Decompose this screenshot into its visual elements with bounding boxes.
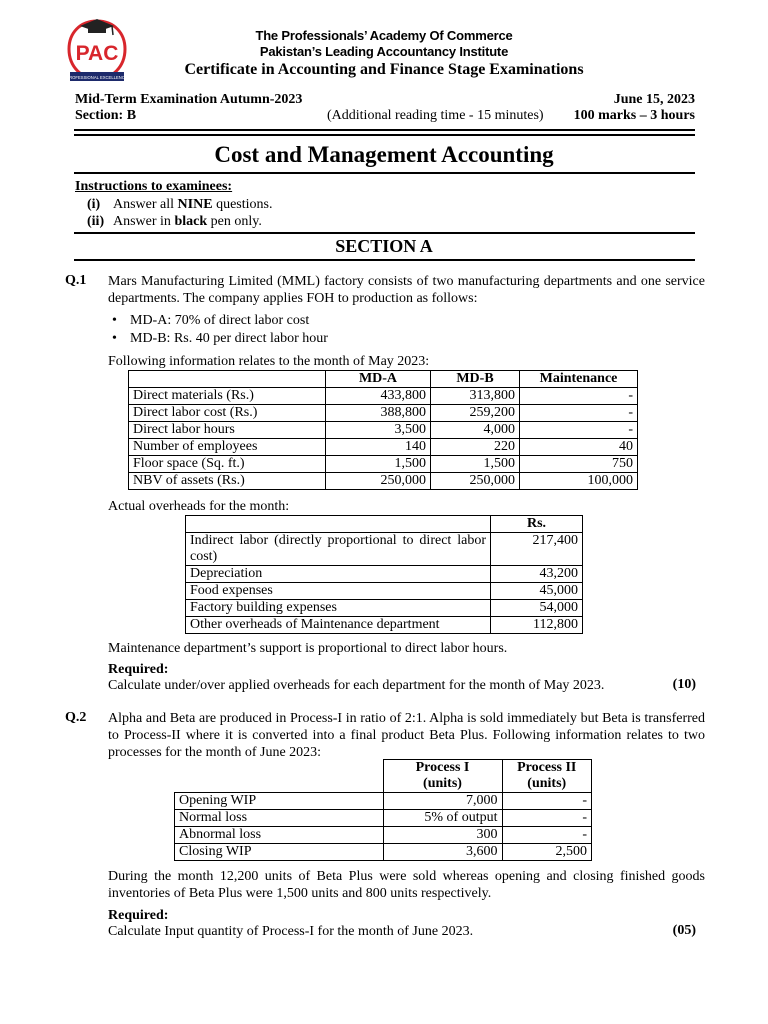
table-cell: 300 bbox=[383, 827, 502, 844]
table-subheader: (units) bbox=[502, 776, 592, 793]
instruction-text: questions. bbox=[212, 197, 273, 212]
table-header bbox=[129, 371, 326, 388]
table-cell: 250,000 bbox=[326, 473, 431, 490]
table-cell: Normal loss bbox=[175, 810, 384, 827]
table-cell: 750 bbox=[520, 456, 638, 473]
page-title: Cost and Management Accounting bbox=[214, 142, 554, 167]
table-row bbox=[186, 617, 583, 634]
q2-intro: Alpha and Beta are produced in Process-I in ratio of 2:1. Alpha is sold immediately but Beta is transferred to Process-II where it is converted into a final product Beta Plus. Following information relates to two processes for the month of June 2023: bbox=[108, 711, 705, 760]
instruction-bold: black bbox=[174, 214, 208, 229]
q1-intro: Mars Manufacturing Limited (MML) factory consists of two manufacturing departments and one service departments. The company applies FOH to production as follows: bbox=[108, 274, 705, 306]
table-cell: 313,800 bbox=[431, 388, 520, 405]
instruction-number: (i) bbox=[87, 197, 101, 212]
table-cell: 220 bbox=[431, 439, 520, 456]
academy-tagline: Pakistan’s Leading Accountancy Institute bbox=[259, 44, 509, 59]
bullet-text: MD-B: Rs. 40 per direct labor hour bbox=[130, 331, 328, 346]
table-row bbox=[175, 844, 592, 861]
q1-table-intro: Following information relates to the month of May 2023: bbox=[108, 354, 430, 369]
table-cell: Food expenses bbox=[186, 583, 491, 600]
table-row bbox=[186, 600, 583, 617]
instructions-heading: Instructions to examinees: bbox=[75, 179, 233, 194]
table-row bbox=[186, 566, 583, 583]
table-header-row bbox=[129, 371, 638, 388]
q1-info-table bbox=[128, 370, 638, 490]
table-cell: Opening WIP bbox=[175, 793, 384, 810]
table-row bbox=[129, 405, 638, 422]
table-row bbox=[129, 456, 638, 473]
table-cell: 112,800 bbox=[491, 617, 583, 634]
table-header: Maintenance bbox=[520, 371, 638, 388]
instruction-item bbox=[87, 197, 272, 213]
table-row bbox=[175, 810, 592, 827]
instruction-item bbox=[87, 214, 262, 230]
table-cell: 7,000 bbox=[383, 793, 502, 810]
table-cell: Indirect labor (directly proportional to direct labor cost) bbox=[186, 533, 491, 566]
divider-top-2 bbox=[74, 134, 695, 136]
table-header: Process II bbox=[502, 760, 592, 777]
logo-subtext: PROFESSIONAL EXCELLENCE bbox=[66, 75, 128, 80]
table-cell: Depreciation bbox=[186, 566, 491, 583]
reading-time: (Additional reading time - 15 minutes) bbox=[327, 108, 544, 123]
table-cell: NBV of assets (Rs.) bbox=[129, 473, 326, 490]
table-cell: Direct labor cost (Rs.) bbox=[129, 405, 326, 422]
academy-name: The Professionals’ Academy Of Commerce bbox=[255, 28, 513, 43]
table-cell: 5% of output bbox=[383, 810, 502, 827]
q1-actual-intro: Actual overheads for the month: bbox=[108, 499, 290, 514]
table-header bbox=[186, 516, 491, 533]
exam-date: June 15, 2023 bbox=[613, 92, 695, 107]
table-cell: - bbox=[502, 793, 592, 810]
table-header: MD-A bbox=[326, 371, 431, 388]
table-header-row bbox=[186, 516, 583, 533]
certificate-title: Certificate in Accounting and Finance Stage Examinations bbox=[184, 61, 584, 78]
table-cell: Floor space (Sq. ft.) bbox=[129, 456, 326, 473]
q1-bullet: • MD-B: Rs. 40 per direct labor hour bbox=[112, 331, 328, 346]
table-cell: 1,500 bbox=[431, 456, 520, 473]
table-cell: 45,000 bbox=[491, 583, 583, 600]
table-cell: - bbox=[520, 422, 638, 439]
table-cell: Direct materials (Rs.) bbox=[129, 388, 326, 405]
q1-marks: (10) bbox=[672, 677, 696, 692]
table-cell: Closing WIP bbox=[175, 844, 384, 861]
table-header bbox=[175, 760, 384, 777]
table-row bbox=[175, 793, 592, 810]
q1-overheads-table bbox=[185, 515, 583, 634]
table-header: MD-B bbox=[431, 371, 520, 388]
table-cell: 388,800 bbox=[326, 405, 431, 422]
exam-name: Mid-Term Examination Autumn-2023 bbox=[75, 92, 303, 107]
q2-marks: (05) bbox=[672, 923, 696, 938]
divider-section bbox=[74, 232, 695, 234]
table-cell: 140 bbox=[326, 439, 431, 456]
q1-bullet: • MD-A: 70% of direct labor cost bbox=[112, 313, 310, 328]
instruction-number: (ii) bbox=[87, 214, 105, 229]
table-row bbox=[129, 473, 638, 490]
table-cell: 2,500 bbox=[502, 844, 592, 861]
bullet-text: MD-A: 70% of direct labor cost bbox=[130, 313, 310, 328]
table-cell: - bbox=[520, 405, 638, 422]
table-cell: 3,500 bbox=[326, 422, 431, 439]
table-subheader-row bbox=[175, 776, 592, 793]
table-header: Process I bbox=[383, 760, 502, 777]
table-cell: 43,200 bbox=[491, 566, 583, 583]
table-row bbox=[175, 827, 592, 844]
section-title: SECTION A bbox=[335, 236, 433, 256]
table-cell: 4,000 bbox=[431, 422, 520, 439]
q1-number: Q.1 bbox=[65, 273, 87, 288]
table-cell: 54,000 bbox=[491, 600, 583, 617]
logo-text: PAC bbox=[75, 42, 119, 65]
table-cell: 433,800 bbox=[326, 388, 431, 405]
table-cell: - bbox=[502, 810, 592, 827]
divider-section-2 bbox=[74, 259, 695, 261]
table-cell: 3,600 bbox=[383, 844, 502, 861]
q2-number: Q.2 bbox=[65, 710, 87, 725]
table-row bbox=[186, 583, 583, 600]
table-row bbox=[129, 422, 638, 439]
instruction-bold: NINE bbox=[177, 197, 213, 212]
divider-title bbox=[74, 172, 695, 174]
table-cell: Number of employees bbox=[129, 439, 326, 456]
table-row bbox=[129, 439, 638, 456]
instruction-text: Answer all bbox=[113, 197, 178, 212]
table-cell: Other overheads of Maintenance department bbox=[186, 617, 491, 634]
table-row bbox=[186, 533, 583, 566]
exam-section: Section: B bbox=[75, 108, 137, 123]
q2-required: Calculate Input quantity of Process-I for the month of June 2023. bbox=[108, 924, 474, 939]
marks-time: 100 marks – 3 hours bbox=[573, 108, 695, 123]
q1-required-label: Required: bbox=[108, 662, 169, 677]
table-subheader: (units) bbox=[383, 776, 502, 793]
table-header-row bbox=[175, 760, 592, 777]
q2-process-table bbox=[174, 759, 592, 861]
q2-required-label: Required: bbox=[108, 908, 169, 923]
q2-para2: During the month 12,200 units of Beta Plus were sold whereas opening and closing finished goods inventories of Beta Plus were 1,500 units and 800 units respectively. bbox=[108, 869, 705, 901]
table-cell: 100,000 bbox=[520, 473, 638, 490]
table-cell: 217,400 bbox=[491, 533, 583, 566]
table-cell: 250,000 bbox=[431, 473, 520, 490]
instruction-text: Answer in bbox=[113, 214, 175, 229]
table-header: Rs. bbox=[491, 516, 583, 533]
table-cell: Factory building expenses bbox=[186, 600, 491, 617]
table-cell: Abnormal loss bbox=[175, 827, 384, 844]
divider-top bbox=[74, 129, 695, 131]
q1-note: Maintenance department’s support is proportional to direct labor hours. bbox=[108, 641, 508, 656]
table-cell: - bbox=[520, 388, 638, 405]
table-row bbox=[129, 388, 638, 405]
table-cell: - bbox=[502, 827, 592, 844]
table-cell: 259,200 bbox=[431, 405, 520, 422]
table-cell: Direct labor hours bbox=[129, 422, 326, 439]
table-subheader bbox=[175, 776, 384, 793]
table-cell: 40 bbox=[520, 439, 638, 456]
q1-required: Calculate under/over applied overheads for each department for the month of May 2023. bbox=[108, 678, 605, 693]
instruction-text: pen only. bbox=[207, 214, 262, 229]
table-cell: 1,500 bbox=[326, 456, 431, 473]
